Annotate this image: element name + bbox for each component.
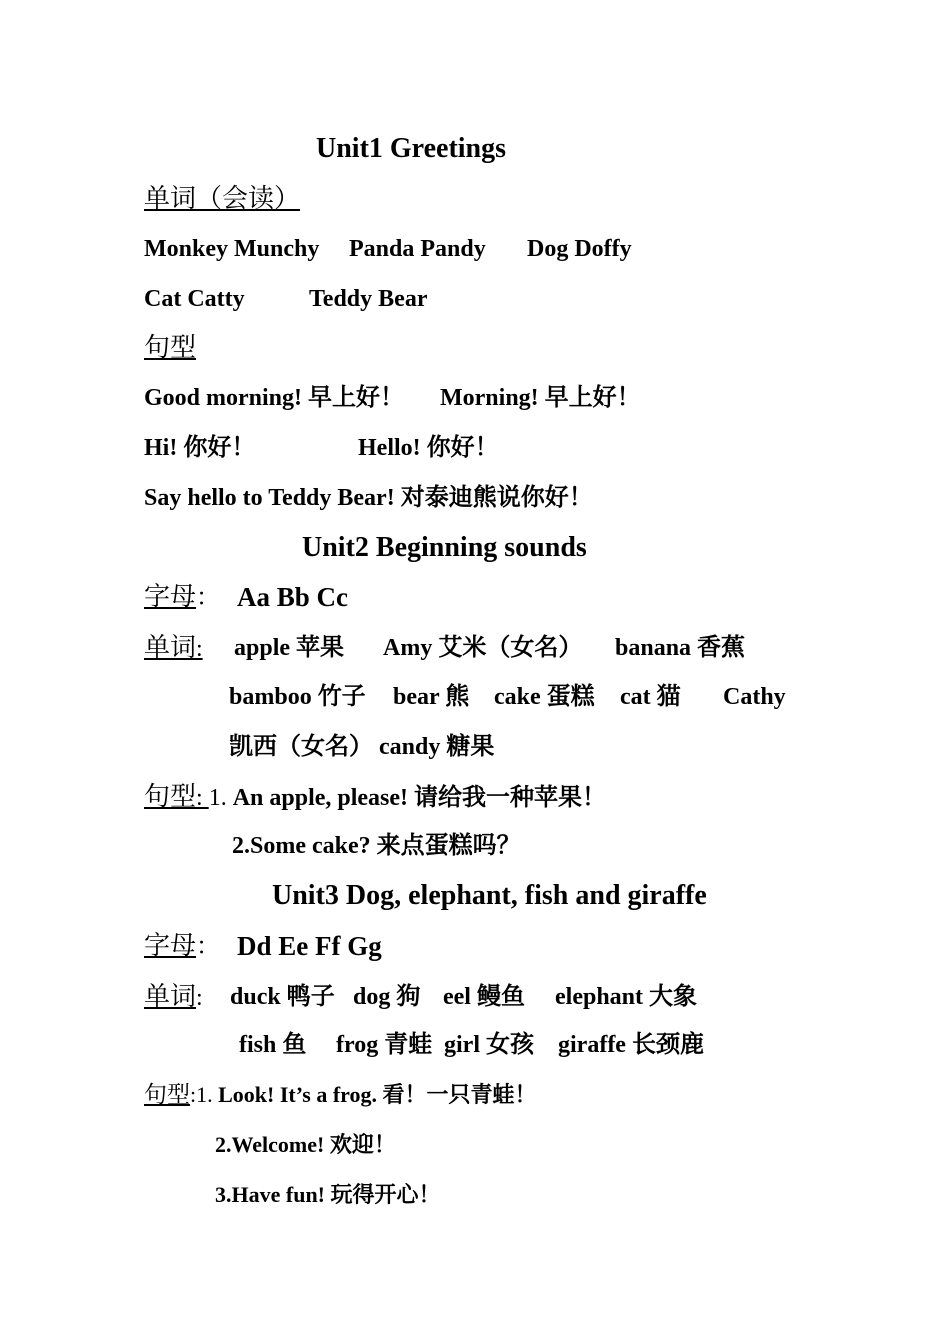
sentence-number: 1. bbox=[196, 1082, 219, 1107]
unit2-letters: Aa Bb Cc bbox=[237, 582, 349, 612]
word-item: giraffe 长颈鹿 bbox=[558, 1032, 704, 1058]
unit3-letters-label: 字母 bbox=[144, 931, 197, 960]
unit3-letters: Dd Ee Ff Gg bbox=[237, 931, 382, 961]
word-item: bamboo 竹子 bbox=[229, 684, 366, 710]
unit2-words-row2-c bbox=[494, 682, 595, 712]
sentence-item: 2.Some cake? 来点蛋糕吗？ bbox=[232, 833, 521, 859]
unit1-words-row1-b bbox=[349, 234, 486, 264]
unit1-words-label-line bbox=[144, 184, 300, 215]
word-item: elephant 大象 bbox=[555, 984, 698, 1010]
word-item: bear 熊 bbox=[393, 684, 470, 710]
unit3-words-row2-c bbox=[444, 1030, 534, 1060]
unit1-sentence-row1-a bbox=[144, 383, 404, 413]
unit2-words-row2-a bbox=[229, 682, 366, 712]
colon: : bbox=[196, 985, 203, 1011]
sentence-number: 1. bbox=[208, 785, 233, 811]
unit2-words-row2-d bbox=[620, 682, 681, 712]
unit3-words-row1-b bbox=[353, 982, 420, 1012]
unit3-words-row1-a bbox=[230, 982, 335, 1012]
unit1-sentence-row2-b bbox=[358, 433, 499, 463]
unit2-sentences-line bbox=[144, 782, 606, 813]
word-item: apple 苹果 bbox=[234, 635, 345, 661]
unit2-words-row2-b bbox=[393, 682, 469, 712]
unit2-words-label-line bbox=[144, 633, 203, 664]
word-item: Cat Catty bbox=[144, 286, 245, 312]
word-item: 凯西（女名） candy 糖果 bbox=[229, 734, 495, 760]
unit1-words-row1 bbox=[144, 234, 319, 264]
unit2-sentence2 bbox=[232, 831, 521, 861]
word-item: Panda Pandy bbox=[349, 236, 486, 262]
word-item: eel 鳗鱼 bbox=[443, 984, 525, 1010]
unit3-words-row2-d bbox=[558, 1030, 704, 1060]
unit1-words-row1-c bbox=[527, 234, 632, 264]
unit2-words-row1-a bbox=[234, 633, 344, 663]
word-item: cake 蛋糕 bbox=[494, 684, 595, 710]
unit1-words-row2-b bbox=[309, 284, 427, 314]
unit1-sentence-row1-b bbox=[440, 383, 641, 413]
word-item: frog 青蛙 bbox=[336, 1032, 433, 1058]
word-item: girl 女孩 bbox=[444, 1032, 534, 1058]
sentence-item: Hello! 你好！ bbox=[358, 435, 499, 461]
unit1-words-row2 bbox=[144, 284, 245, 314]
unit3-words-row2-b bbox=[336, 1030, 432, 1060]
unit3-sentences-label: 句型 bbox=[144, 1082, 190, 1107]
unit2-words-row1-b bbox=[383, 633, 582, 663]
unit3-letters-line bbox=[144, 931, 220, 962]
unit2-words-row3 bbox=[229, 732, 494, 762]
sentence-item: An apple, please! 请给我一种苹果！ bbox=[232, 785, 607, 811]
sentence-item: Look! It’s a frog. 看！一只青蛙！ bbox=[218, 1082, 537, 1107]
unit1-sentences-label: 句型 bbox=[144, 333, 197, 362]
unit1-sentences-label-line bbox=[144, 333, 196, 364]
unit2-title: Unit2 Beginning sounds bbox=[302, 532, 587, 563]
unit3-words-row2-a bbox=[239, 1030, 306, 1060]
word-item: duck 鸭子 bbox=[230, 984, 335, 1010]
sentence-item: Say hello to Teddy Bear! 对泰迪熊说你好！ bbox=[144, 485, 593, 511]
word-item: cat 猫 bbox=[620, 684, 681, 710]
colon: : bbox=[196, 636, 203, 662]
unit3-words-label-line bbox=[144, 982, 203, 1013]
colon: : bbox=[196, 785, 209, 811]
sentence-item: Hi! 你好！ bbox=[144, 435, 256, 461]
unit3-words-row1-c bbox=[443, 982, 525, 1012]
colon: ： bbox=[196, 585, 221, 611]
sentence-item: 2.Welcome! 欢迎！ bbox=[215, 1132, 396, 1157]
word-item: Monkey Munchy bbox=[144, 236, 320, 262]
word-item: Teddy Bear bbox=[309, 286, 428, 312]
unit1-sentence-row3 bbox=[144, 483, 593, 513]
unit1-title: Unit1 Greetings bbox=[316, 133, 507, 164]
unit3-sentence3 bbox=[215, 1180, 441, 1210]
unit2-letters-label: 字母 bbox=[144, 582, 197, 611]
unit2-words-row1-c bbox=[615, 633, 745, 663]
unit1-words-label: 单词（会读） bbox=[144, 184, 301, 213]
unit2-words-label: 单词 bbox=[144, 633, 197, 662]
unit3-words-row1-d bbox=[555, 982, 697, 1012]
unit2-words-row2-e bbox=[723, 682, 786, 712]
sentence-item: 3.Have fun! 玩得开心！ bbox=[215, 1182, 441, 1207]
sentence-item: Good morning! 早上好！ bbox=[144, 385, 405, 411]
word-item: Dog Doffy bbox=[527, 236, 632, 262]
unit2-letters-line bbox=[144, 582, 220, 613]
unit3-words-label: 单词 bbox=[144, 982, 197, 1011]
unit3-sentence2 bbox=[215, 1130, 396, 1160]
sentence-item: Morning! 早上好！ bbox=[440, 385, 641, 411]
colon: ： bbox=[196, 934, 221, 960]
word-item: Cathy bbox=[723, 684, 786, 710]
word-item: Amy 艾米（女名） bbox=[383, 635, 583, 661]
unit3-title: Unit3 Dog, elephant, fish and giraffe bbox=[272, 880, 707, 911]
colon: : bbox=[190, 1082, 197, 1107]
word-item: fish 鱼 bbox=[239, 1032, 307, 1058]
unit3-sentences-line bbox=[144, 1080, 537, 1110]
word-item: banana 香蕉 bbox=[615, 635, 746, 661]
unit2-sentences-label: 句型 bbox=[144, 782, 197, 811]
word-item: dog 狗 bbox=[353, 984, 421, 1010]
unit1-sentence-row2-a bbox=[144, 433, 255, 463]
